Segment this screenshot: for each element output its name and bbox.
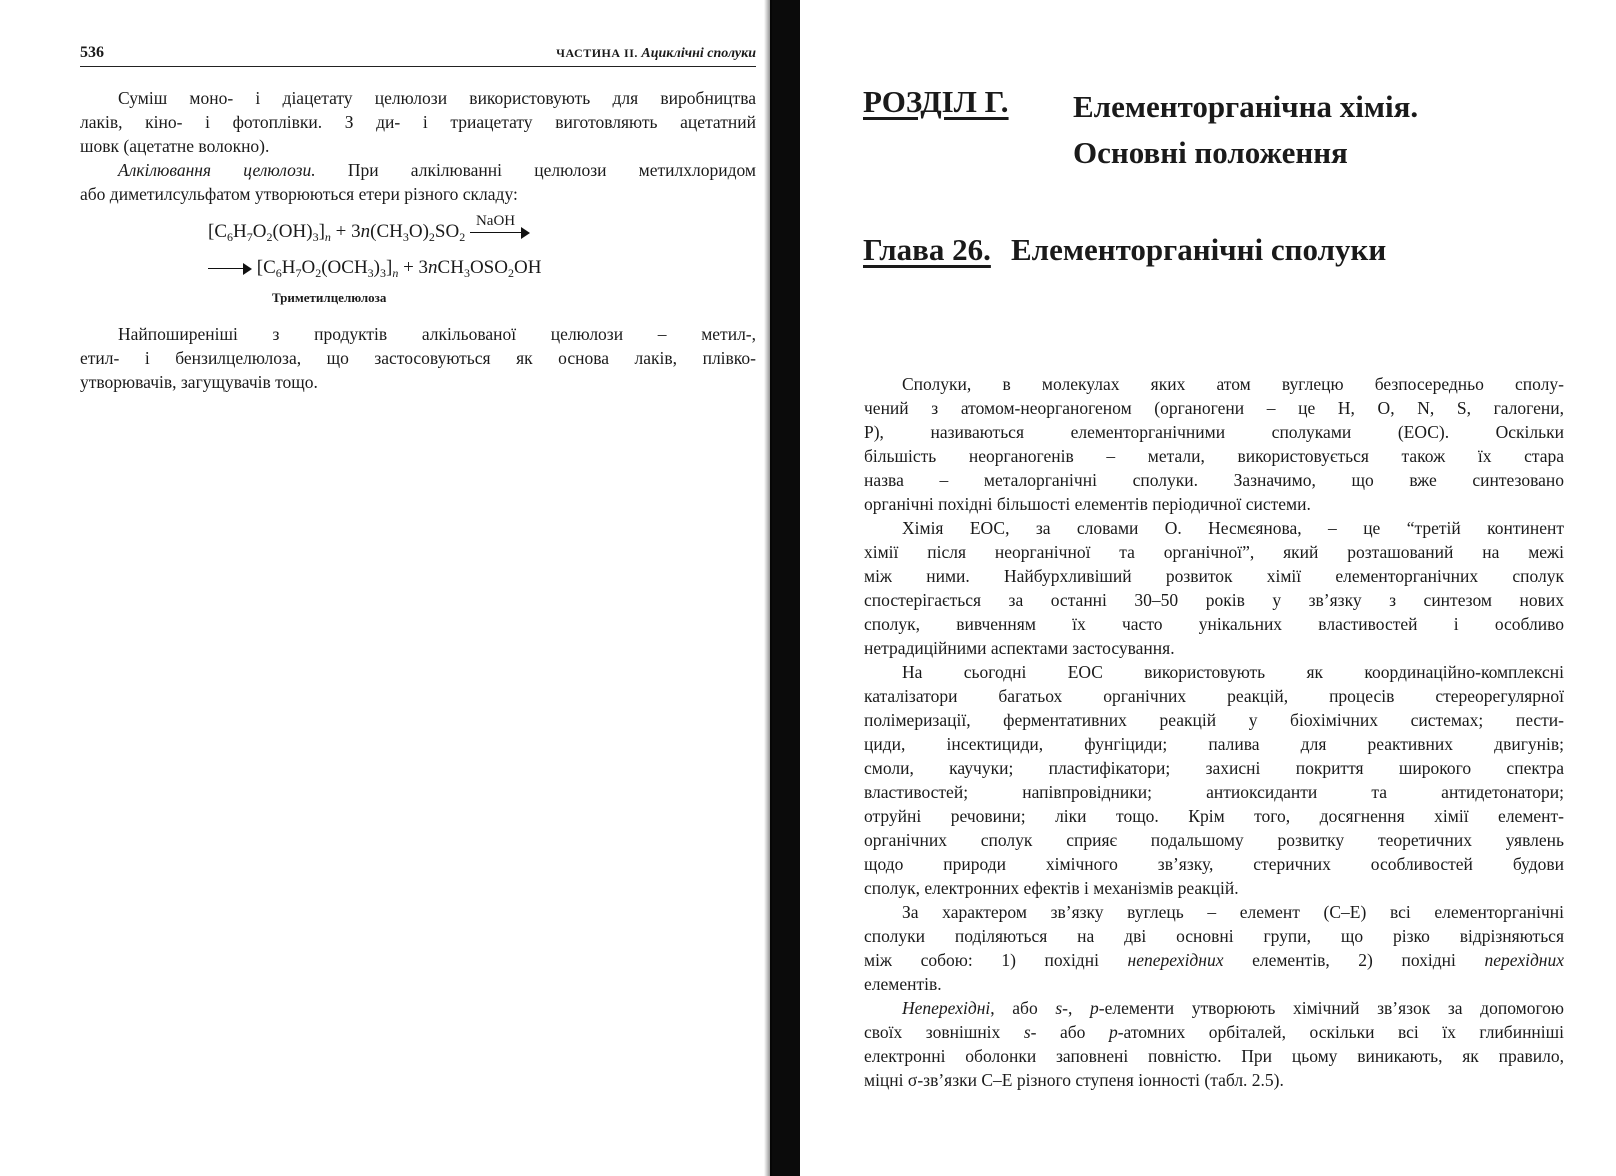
text-line: органічні похідні більшості елементів періодичної системи. xyxy=(864,494,1311,514)
running-head-part: ЧАСТИНА II. xyxy=(556,46,638,60)
reaction-equation-line2: $[C_6H_7O_2(OCH_3)_3]_n + 3nCH_3OSO_2OH$ xyxy=(208,254,541,282)
text-line: отруйні речовини; ліки тощо. Крім того, досягнення хімії елемент- xyxy=(864,806,1564,826)
text-line: міцні σ-зв’язки C–E різного ступеня іонності (табл. 2.5). xyxy=(864,1070,1284,1090)
text-line: нетрадиційними аспектами застосування. xyxy=(864,638,1175,658)
text-fragment: -елементи утворюють хімічний зв’язок за допомогою xyxy=(1098,998,1565,1018)
paragraph-cellulose-acetate xyxy=(80,86,756,158)
chapter-label: Глава 26. xyxy=(863,232,991,267)
paragraph-non-transition xyxy=(864,996,1564,1092)
text-line: Найпоширеніші з продуктів алкільованої целюлози – метил-, xyxy=(118,324,756,344)
left-page xyxy=(0,0,770,1176)
text-line: більшість неорганогенів – метали, використовується також їх стара xyxy=(864,446,1564,466)
text-fragment: -, xyxy=(1062,998,1091,1018)
emphasis-term: неперехідних xyxy=(1127,950,1224,970)
paragraph-eoc-applications xyxy=(864,660,1564,900)
text-line: сполук, вивченням їх часто унікальних властивостей і особливо xyxy=(864,614,1564,634)
text-fragment: між собою: 1) похідні xyxy=(864,950,1128,970)
text-line: органічних сполук сприяє подальшому розвитку теоретичних уявлень xyxy=(864,830,1564,850)
text-line: між ними. Найбурхливіший розвиток хімії елементорганічних сполук xyxy=(864,566,1564,586)
text-line: каталізатори багатьох органічних реакцій, процесів стереорегулярної xyxy=(864,686,1564,706)
text-line: етил- і бензилцелюлоза, що застосовуються як основа лаків, плівко- xyxy=(80,348,756,368)
text-line: електронні оболонки заповнені повністю. При цьому виникають, як правило, xyxy=(864,1046,1564,1066)
text-line: полімеризації, ферментативних реакцій у біохімічних системах; пести- xyxy=(864,710,1564,730)
text-line: смоли, каучуки; пластифікатори; захисні покриття широкого спектра xyxy=(864,758,1564,778)
reaction-equation-line1: $[C_6H_7O_2(OH)_3]_n + 3n(CH_3O)_2SO_2$ NaOH xyxy=(208,218,530,246)
text-line xyxy=(864,1020,1564,1044)
right-page xyxy=(800,0,1616,1176)
emphasis-term: p xyxy=(1108,1022,1118,1042)
text-line: властивостей; напівпровідники; антиоксиданти та антидетонатори; xyxy=(864,782,1564,802)
text-fragment: При алкілюванні целюлози метилхлоридом xyxy=(315,160,756,180)
text-line: За характером зв’язку вуглець – елемент (C–E) всі елементорганічні xyxy=(902,902,1564,922)
text-line: сполуки поділяються на дві основні групи, що різко відрізняються xyxy=(864,926,1564,946)
text-line xyxy=(864,948,1564,972)
paragraph-eoc-history xyxy=(864,516,1564,660)
continuation-arrow xyxy=(208,263,252,275)
emphasis-term: s xyxy=(1023,1022,1031,1042)
emphasis-term: p xyxy=(1090,998,1099,1018)
text-line: циди, інсектициди, фунгіциди; палива для реактивних двигунів; xyxy=(864,734,1564,754)
text-line: щодо природи хімічного зв’язку, стеричних особливостей будови xyxy=(864,854,1564,874)
text-line: лаків, кіно- і фотоплівки. З ди- і триацетату виготовляють ацетатний xyxy=(80,112,756,132)
text-line: спостерігається за останні 30–50 років у зв’язку з синтезом нових xyxy=(864,590,1564,610)
text-fragment: - або xyxy=(1030,1022,1109,1042)
running-head xyxy=(460,46,756,62)
emphasis-term: Неперехідні xyxy=(902,998,991,1018)
text-line: сполук, електронних ефектів і механізмів реакцій. xyxy=(864,878,1239,898)
text-line: Суміш моно- і діацетату целюлози використовують для виробництва xyxy=(118,88,756,108)
emphasis-term: s xyxy=(1055,998,1063,1018)
running-head-title: Ациклічні сполуки xyxy=(641,46,756,61)
section-title-line: Елементорганічна хімія. xyxy=(1073,89,1419,124)
text-line: елементів. xyxy=(864,974,942,994)
text-fragment: своїх зовнішніх xyxy=(864,1022,1024,1042)
text-fragment: , або xyxy=(990,998,1056,1018)
paragraph-alkylation xyxy=(80,158,756,206)
page-number: 536 xyxy=(80,44,104,61)
text-line xyxy=(864,996,1564,1020)
book-gutter xyxy=(770,0,800,1176)
text-line: Сполуки, в молекулах яких атом вуглецю безпосередньо сполу- xyxy=(902,374,1564,394)
text-line: P), називаються елементорганічними сполуками (ЕОС). Оскільки xyxy=(864,422,1564,442)
text-line: Хімія ЕОС, за словами О. Несмєянова, – це “третій континент xyxy=(902,518,1564,538)
section-title-line: Основні положення xyxy=(1073,135,1348,170)
paragraph-alkylated-products xyxy=(80,322,756,394)
text-fragment: елементів, 2) похідні xyxy=(1223,950,1485,970)
text-line: чений з атомом-неорганогеном (органогени – це H, O, N, S, галогени, xyxy=(864,398,1564,418)
reaction-arrow xyxy=(470,212,530,239)
product-name: Триметилцелюлоза xyxy=(272,290,387,305)
paragraph-eoc-definition xyxy=(864,372,1564,516)
text-line: або диметилсульфатом утворюються етери різного складу: xyxy=(80,184,518,204)
section-label: РОЗДІЛ Г. xyxy=(863,84,1009,119)
text-line: утворювачів, загущувачів тощо. xyxy=(80,372,318,392)
text-fragment: -атомних орбіталей, оскільки всі їх глибинніші xyxy=(1117,1022,1564,1042)
alkylation-lead: Алкілювання целюлози. xyxy=(118,160,316,180)
text-line: На сьогодні ЕОС використовують як координаційно-комплексні xyxy=(902,662,1564,682)
text-line: назва – металорганічні сполуки. Зазначимо, що вже синтезовано xyxy=(864,470,1564,490)
text-line: хімії після неорганічної та органічної”, який розташований на межі xyxy=(864,542,1564,562)
reagent-label: NaOH xyxy=(475,212,516,229)
chapter-title: Елементорганічні сполуки xyxy=(1011,232,1387,267)
emphasis-term: перехідних xyxy=(1484,950,1565,970)
section-title xyxy=(1073,84,1418,176)
text-line xyxy=(80,158,756,182)
text-line: шовк (ацетатне волокно). xyxy=(80,136,270,156)
header-rule xyxy=(80,66,756,67)
paragraph-eoc-classification xyxy=(864,900,1564,996)
